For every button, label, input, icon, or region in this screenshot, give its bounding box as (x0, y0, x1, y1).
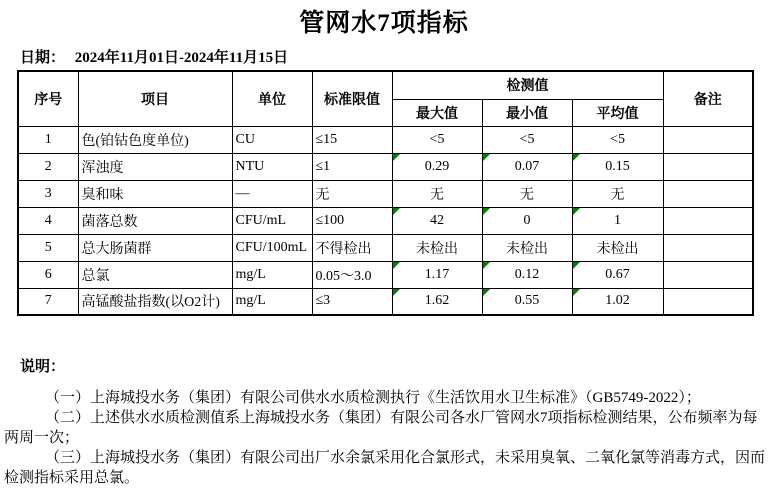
cell-remark (663, 126, 753, 153)
cell-unit: CU (232, 126, 312, 153)
error-flag-icon (483, 154, 490, 161)
cell-min-text: 0.07 (514, 158, 540, 174)
table-row (18, 261, 753, 288)
cell-item: 菌落总数 (78, 207, 232, 234)
cell-max (392, 234, 482, 261)
cell-min (482, 207, 572, 234)
cell-remark (663, 261, 753, 288)
error-flag-icon (393, 289, 400, 296)
cell-min-text: 0 (523, 212, 531, 228)
cell-unit: mg/L (232, 288, 312, 315)
cell-min-text: 无 (520, 187, 534, 203)
table-row (18, 180, 753, 207)
cell-max-text: 未检出 (416, 241, 458, 257)
cell-min-text: <5 (519, 131, 535, 147)
cell-limit: ≤3 (312, 288, 392, 315)
cell-limit: 0.05～3.0 (312, 261, 392, 288)
col-header-min: 最小值 (482, 99, 572, 126)
cell-min-text: 未检出 (506, 241, 548, 257)
table-row (18, 126, 753, 153)
col-header-item: 项目 (78, 71, 232, 126)
cell-no: 4 (18, 207, 78, 234)
date-value: 2024年11月01日-2024年11月15日 (74, 50, 289, 66)
header-row-top (18, 71, 753, 99)
cell-avg-text: 无 (610, 187, 625, 203)
error-flag-icon (573, 154, 580, 161)
cell-no: 3 (18, 180, 78, 207)
cell-unit: CFU/mL (232, 207, 312, 234)
cell-unit: — (232, 180, 312, 207)
cell-limit: ≤1 (312, 153, 392, 180)
col-header-max: 最大值 (392, 99, 482, 126)
cell-max (392, 180, 482, 207)
error-flag-icon (393, 154, 400, 161)
error-flag-icon (483, 262, 490, 269)
cell-limit: ≤100 (312, 207, 392, 234)
cell-avg-text: 1.02 (605, 293, 630, 309)
col-header-unit: 单位 (232, 71, 312, 126)
cell-unit: CFU/100mL (232, 234, 312, 261)
cell-min-text: 0.12 (514, 266, 540, 282)
cell-avg-text: 未检出 (596, 241, 639, 257)
cell-max-text: <5 (429, 131, 445, 147)
page-title: 管网水7项指标 (299, 10, 469, 37)
cell-max (392, 207, 482, 234)
cell-min (482, 126, 572, 153)
cell-min-text: 0.55 (514, 293, 540, 309)
error-flag-icon (573, 208, 580, 215)
cell-avg (572, 234, 663, 261)
cell-item: 总大肠菌群 (78, 234, 232, 261)
cell-item: 色(铂钴色度单位) (78, 126, 232, 153)
cell-max-text: 1.17 (424, 266, 450, 282)
note-item-1: （一）上海城投水务（集团）有限公司供水水质检测执行《生活饮用水卫生标准》（GB5749-2022）； (45, 390, 701, 406)
notes-section (4, 388, 766, 488)
cell-avg-text: 0.15 (605, 158, 630, 174)
error-flag-icon (573, 289, 580, 296)
cell-item: 总氯 (78, 261, 232, 288)
note-item-3: （三）上海城投水务（集团）有限公司出厂水余氯采用化合氯形式，未采用臭氧、二氧化氯等消毒方式，因而检测指标采用总氯。 (4, 450, 766, 486)
cell-remark (663, 207, 753, 234)
col-header-detection: 检测值 (392, 71, 663, 99)
col-header-remark: 备注 (663, 71, 753, 126)
cell-min (482, 288, 572, 315)
col-header-avg: 平均值 (572, 99, 663, 126)
cell-avg (572, 207, 663, 234)
table-row (18, 153, 753, 180)
cell-max-text: 42 (430, 212, 444, 228)
error-flag-icon (393, 208, 400, 215)
cell-item: 臭和味 (78, 180, 232, 207)
cell-min (482, 261, 572, 288)
cell-item: 浑浊度 (78, 153, 232, 180)
cell-no: 7 (18, 288, 78, 315)
cell-max-text: 无 (430, 187, 444, 203)
table-row (18, 234, 753, 261)
cell-avg (572, 261, 663, 288)
cell-remark (663, 234, 753, 261)
cell-max-text: 0.29 (424, 158, 450, 174)
cell-max (392, 288, 482, 315)
date-label: 日期： (20, 50, 66, 66)
col-header-limit: 标准限值 (312, 71, 392, 126)
cell-avg (572, 126, 663, 153)
cell-limit: ≤15 (312, 126, 392, 153)
col-header-no: 序号 (18, 71, 78, 126)
note-item-2: （二）上述供水水质检测值系上海城投水务（集团）有限公司各水厂管网水7项指标检测结果，公布频率为每两周一次； (4, 410, 758, 446)
cell-unit: mg/L (232, 261, 312, 288)
cell-remark (663, 153, 753, 180)
cell-avg-text: 1 (614, 212, 621, 228)
cell-avg-text: 0.67 (605, 266, 630, 282)
error-flag-icon (483, 208, 490, 215)
cell-no: 2 (18, 153, 78, 180)
table-row (18, 207, 753, 234)
cell-avg-text: <5 (610, 131, 625, 147)
cell-unit: NTU (232, 153, 312, 180)
cell-min (482, 153, 572, 180)
cell-item: 高锰酸盐指数(以O2计) (78, 288, 232, 315)
error-flag-icon (483, 289, 490, 296)
cell-avg (572, 180, 663, 207)
cell-min (482, 234, 572, 261)
cell-no: 6 (18, 261, 78, 288)
cell-remark (663, 288, 753, 315)
cell-limit: 不得检出 (312, 234, 392, 261)
cell-min (482, 180, 572, 207)
cell-remark (663, 180, 753, 207)
cell-max (392, 126, 482, 153)
indicators-table (17, 70, 754, 316)
notes-label: 说明： (20, 359, 66, 375)
cell-no: 1 (18, 126, 78, 153)
cell-limit: 无 (312, 180, 392, 207)
cell-avg (572, 288, 663, 315)
error-flag-icon (393, 262, 400, 269)
cell-max-text: 1.62 (424, 293, 450, 309)
cell-avg (572, 153, 663, 180)
error-flag-icon (573, 262, 580, 269)
cell-max (392, 261, 482, 288)
date-line (20, 46, 288, 67)
table-row (18, 288, 753, 315)
cell-no: 5 (18, 234, 78, 261)
cell-max (392, 153, 482, 180)
